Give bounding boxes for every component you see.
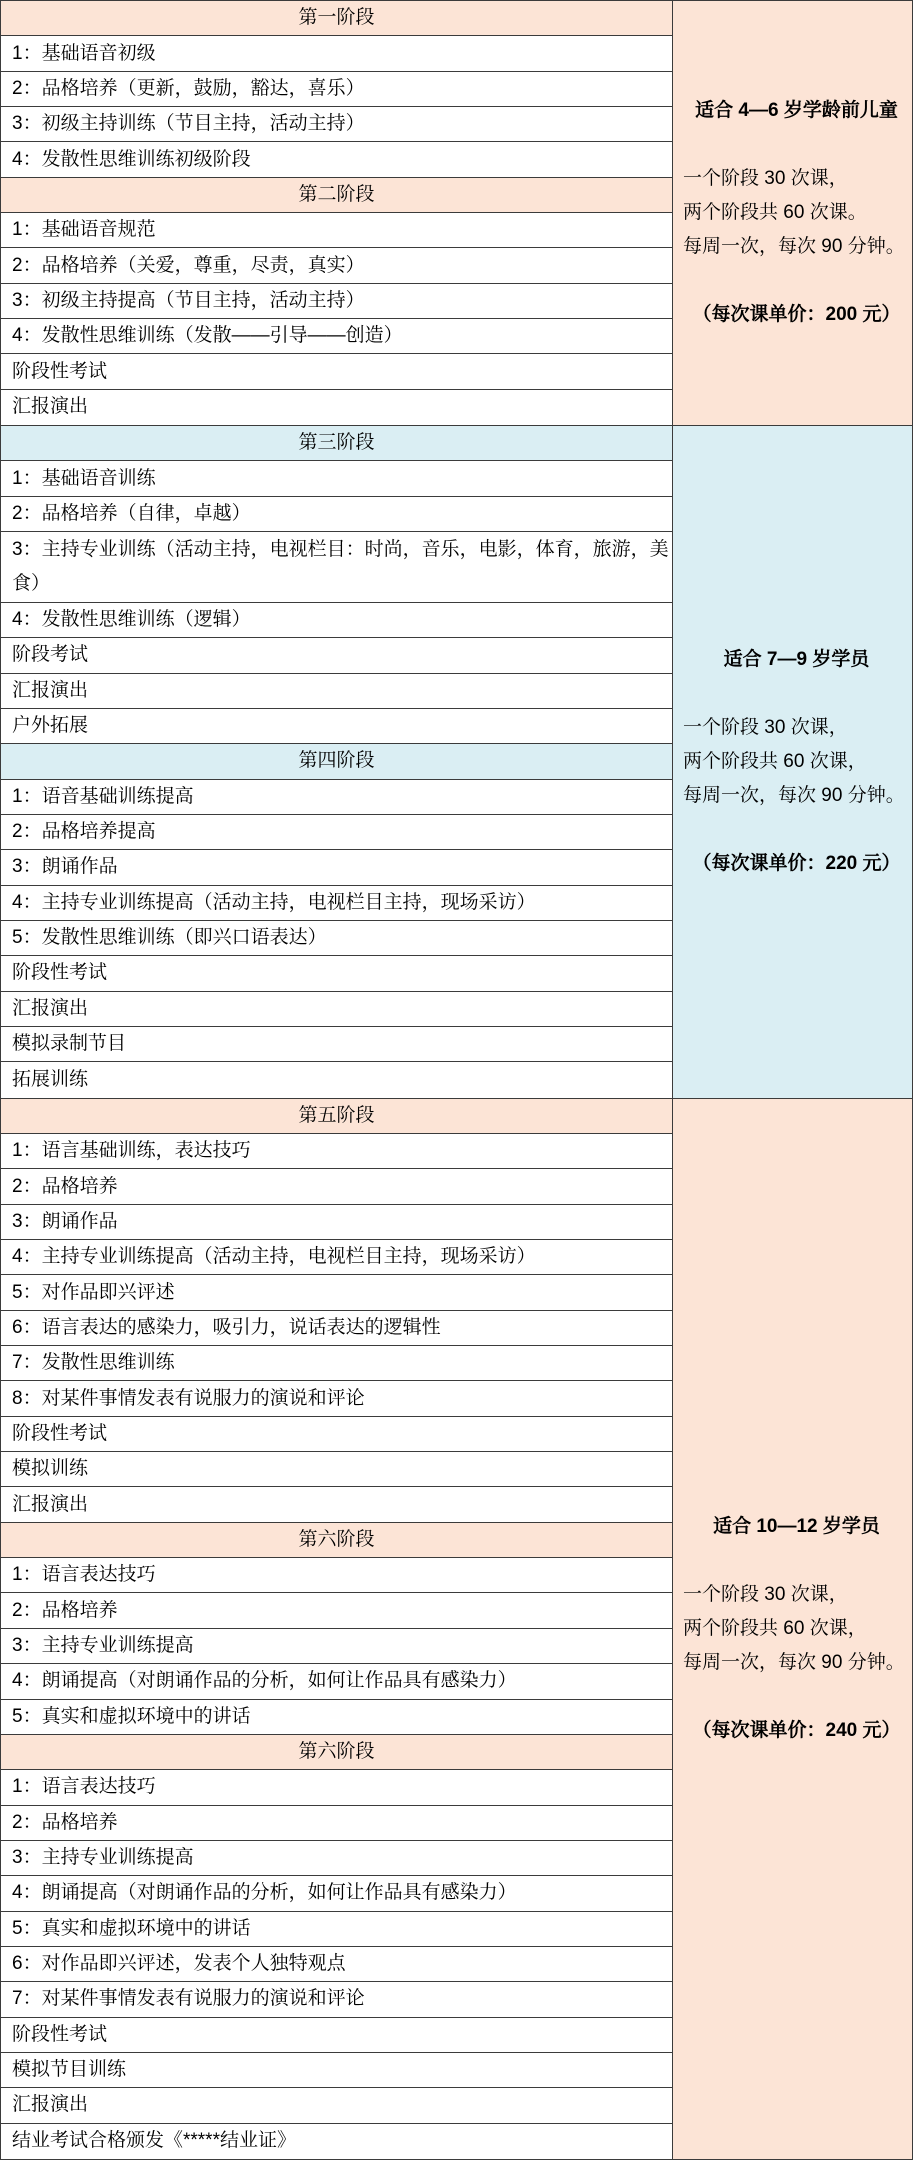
curriculum-item: 1：语言表达技巧: [1, 1558, 672, 1593]
curriculum-item: 2：品格培养: [1, 1593, 672, 1628]
curriculum-item: 阶段性考试: [1, 956, 672, 991]
curriculum-item: 4：主持专业训练提高（活动主持，电视栏目主持，现场采访）: [1, 886, 672, 921]
curriculum-item: 汇报演出: [1, 390, 672, 425]
curriculum-item: 户外拓展: [1, 709, 672, 744]
curriculum-item: 汇报演出: [1, 992, 672, 1027]
info-line: 每周一次，每次 90 分钟。: [683, 1651, 905, 1673]
info-line: 一个阶段 30 次课，: [683, 716, 848, 738]
curriculum-item: 6：语言表达的感染力，吸引力，说话表达的逻辑性: [1, 1311, 672, 1346]
curriculum-item: 3：主持专业训练提高: [1, 1629, 672, 1664]
info-line: 一个阶段 30 次课，: [683, 168, 848, 190]
curriculum-item: 2：品格培养提高: [1, 815, 672, 850]
price-label: （每次课单价：200 元）: [692, 304, 901, 326]
spacer: [683, 128, 910, 162]
curriculum-item: 2：品格培养: [1, 1806, 672, 1841]
info-line: 每周一次，每次 90 分钟。: [683, 784, 905, 806]
stage-header: 第四阶段: [1, 744, 672, 779]
curriculum-item: 模拟训练: [1, 1452, 672, 1487]
curriculum-item: 8：对某件事情发表有说服力的演说和评论: [1, 1381, 672, 1416]
age-group-info: [673, 1, 912, 425]
curriculum-item: 汇报演出: [1, 1487, 672, 1522]
curriculum-item: 3：主持专业训练（活动主持，电视栏目：时尚，音乐，电影，体育，旅游，美食）: [1, 532, 672, 603]
curriculum-column: [1, 1099, 673, 2159]
curriculum-item: 阶段性考试: [1, 354, 672, 389]
curriculum-item: 汇报演出: [1, 2088, 672, 2123]
curriculum-item: 2：品格培养（更新，鼓励，豁达，喜乐）: [1, 72, 672, 107]
curriculum-item: 1：基础语音训练: [1, 461, 672, 496]
spacer: [683, 264, 910, 298]
curriculum-column: [1, 1, 673, 425]
curriculum-item: 拓展训练: [1, 1062, 672, 1097]
info-line: 两个阶段共 60 次课。: [683, 202, 867, 224]
curriculum-item: 4：发散性思维训练初级阶段: [1, 142, 672, 177]
curriculum-item: 阶段性考试: [1, 1417, 672, 1452]
curriculum-item: 汇报演出: [1, 674, 672, 709]
curriculum-item: 7：发散性思维训练: [1, 1346, 672, 1381]
curriculum-item: 1：语言基础训练，表达技巧: [1, 1134, 672, 1169]
info-line: 每周一次，每次 90 分钟。: [683, 236, 905, 258]
stage-header: 第六阶段: [1, 1523, 672, 1558]
price-label: （每次课单价：220 元）: [692, 852, 901, 874]
curriculum-item: 4：发散性思维训练（逻辑）: [1, 603, 672, 638]
curriculum-item: 1：基础语音规范: [1, 213, 672, 248]
curriculum-item: 1：基础语音初级: [1, 36, 672, 71]
stage-header: 第六阶段: [1, 1735, 672, 1770]
curriculum-item: 5：真实和虚拟环境中的讲话: [1, 1912, 672, 1947]
age-group-info: [673, 426, 912, 1098]
curriculum-item: 5：发散性思维训练（即兴口语表达）: [1, 921, 672, 956]
spacer: [683, 677, 910, 711]
age-range-title: 适合 10—12 岁学员: [713, 1515, 880, 1537]
curriculum-item: 4：主持专业训练提高（活动主持，电视栏目主持，现场采访）: [1, 1240, 672, 1275]
curriculum-item: 6：对作品即兴评述，发表个人独特观点: [1, 1947, 672, 1982]
price-label: （每次课单价：240 元）: [692, 1719, 901, 1741]
curriculum-item: 3：初级主持训练（节目主持，活动主持）: [1, 107, 672, 142]
curriculum-item: 5：真实和虚拟环境中的讲话: [1, 1700, 672, 1735]
age-group-block: [1, 1099, 912, 2160]
curriculum-item: 阶段性考试: [1, 2018, 672, 2053]
curriculum-item: 5：对作品即兴评述: [1, 1275, 672, 1310]
stage-header: 第五阶段: [1, 1099, 672, 1134]
curriculum-item: 1：语言表达技巧: [1, 1770, 672, 1805]
curriculum-item: 2：品格培养（自律，卓越）: [1, 497, 672, 532]
curriculum-item: 模拟录制节目: [1, 1027, 672, 1062]
age-group-block: [1, 1, 912, 426]
curriculum-item: 3：主持专业训练提高: [1, 1841, 672, 1876]
curriculum-column: [1, 426, 673, 1098]
curriculum-item: 3：初级主持提高（节目主持，活动主持）: [1, 284, 672, 319]
age-group-info: [673, 1099, 912, 2159]
info-line: 两个阶段共 60 次课，: [683, 750, 867, 772]
curriculum-item: 4：发散性思维训练（发散——引导——创造）: [1, 319, 672, 354]
curriculum-item: 1：语音基础训练提高: [1, 780, 672, 815]
curriculum-item: 7：对某件事情发表有说服力的演说和评论: [1, 1982, 672, 2017]
curriculum-item: 4：朗诵提高（对朗诵作品的分析，如何让作品具有感染力）: [1, 1876, 672, 1911]
spacer: [683, 1544, 910, 1578]
spacer: [683, 1680, 910, 1714]
curriculum-item: 结业考试合格颁发《*****结业证》: [1, 2124, 672, 2159]
age-group-block: [1, 426, 912, 1099]
info-line: 两个阶段共 60 次课，: [683, 1617, 867, 1639]
age-range-title: 适合 4—6 岁学龄前儿童: [695, 100, 898, 122]
stage-header: 第一阶段: [1, 1, 672, 36]
info-line: 一个阶段 30 次课，: [683, 1583, 848, 1605]
curriculum-item: 4：朗诵提高（对朗诵作品的分析，如何让作品具有感染力）: [1, 1664, 672, 1699]
stage-header: 第二阶段: [1, 178, 672, 213]
curriculum-item: 阶段考试: [1, 638, 672, 673]
stage-header: 第三阶段: [1, 426, 672, 461]
curriculum-item: 3：朗诵作品: [1, 850, 672, 885]
curriculum-item: 模拟节目训练: [1, 2053, 672, 2088]
spacer: [683, 813, 910, 847]
curriculum-item: 2：品格培养: [1, 1169, 672, 1204]
curriculum-item: 2：品格培养（关爱，尊重，尽责，真实）: [1, 248, 672, 283]
age-range-title: 适合 7—9 岁学员: [723, 648, 870, 670]
curriculum-item: 3：朗诵作品: [1, 1205, 672, 1240]
